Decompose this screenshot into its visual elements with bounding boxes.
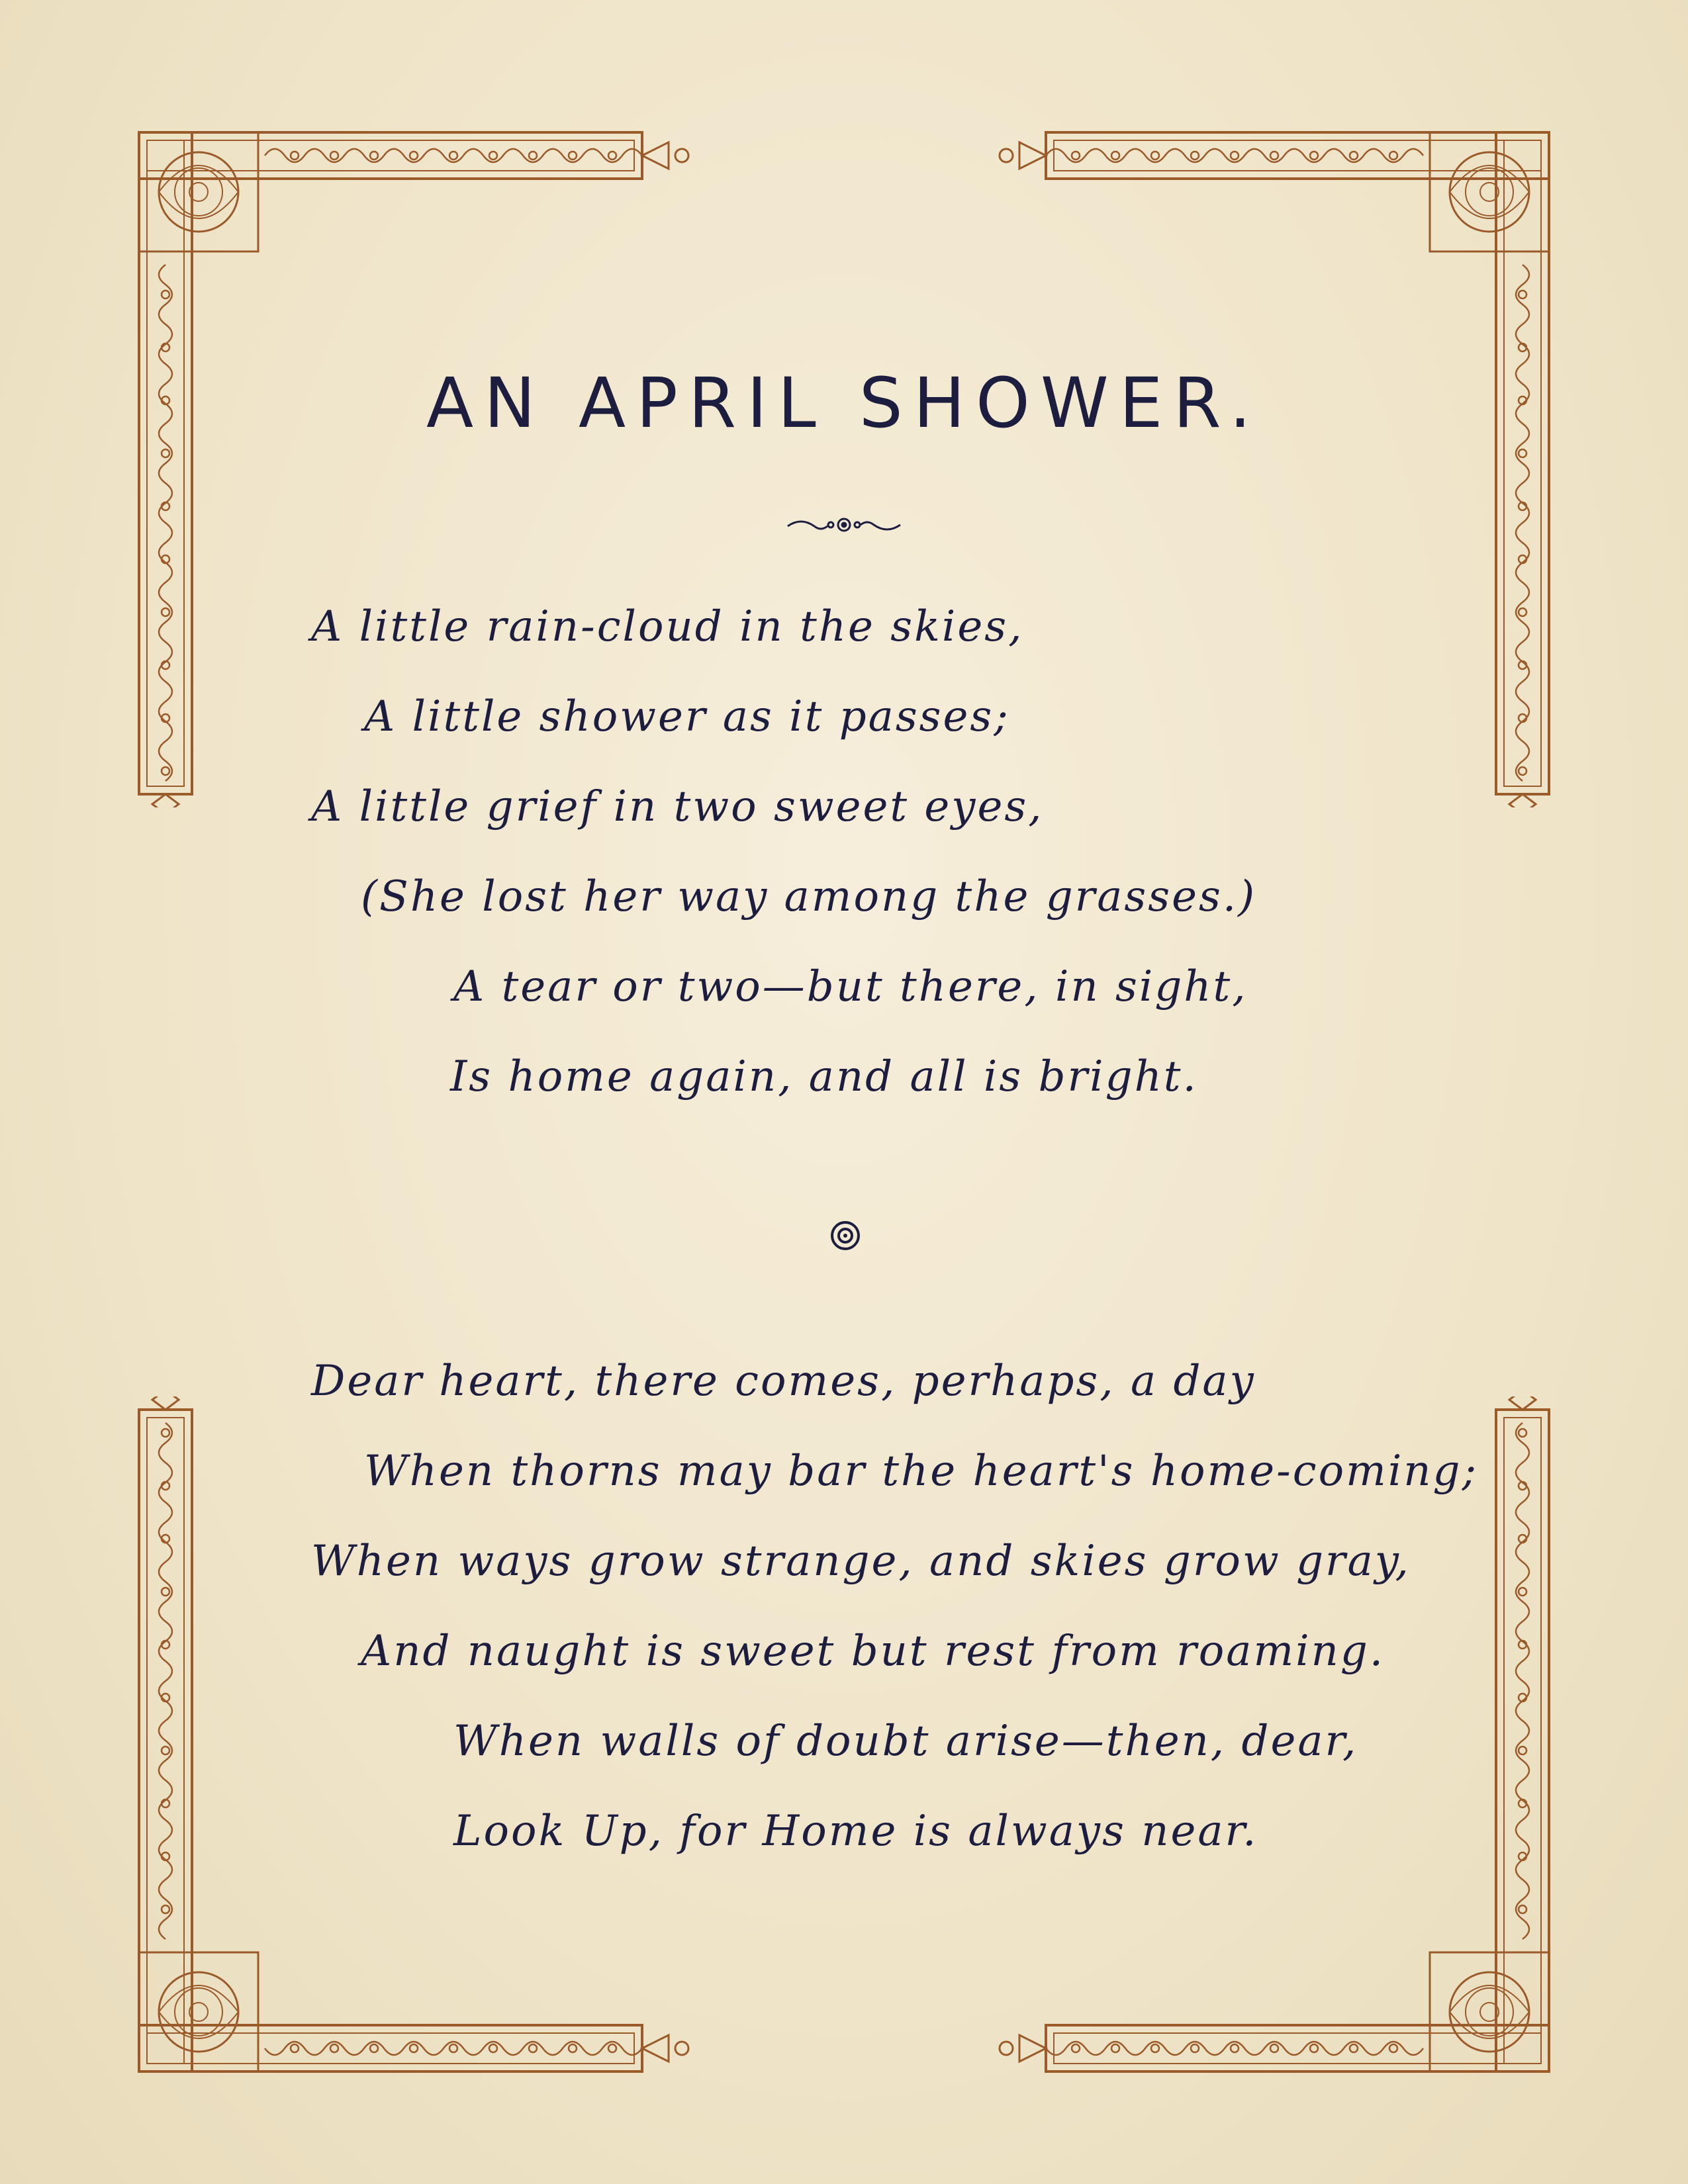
poem-title: AN APRIL SHOWER. [426, 363, 1262, 443]
poem-line: Is home again, and all is bright. [450, 1052, 1198, 1101]
poem-line: And naught is sweet but rest from roaming. [361, 1627, 1385, 1676]
corner-ornament-svg [986, 119, 1556, 807]
flourish-ornament-icon [784, 512, 904, 538]
poem-line: A little shower as it passes; [364, 692, 1010, 741]
poem-line: When ways grow strange, and skies grow gray, [311, 1537, 1411, 1586]
poem-line: Look Up, for Home is always near. [453, 1807, 1258, 1856]
poem-line: (She lost her way among the grasses.) [361, 872, 1257, 921]
poem-line: A little rain-cloud in the skies, [311, 602, 1024, 651]
concentric-circle-ornament-icon [829, 1219, 862, 1252]
poem-line: A little grief in two sweet eyes, [311, 782, 1044, 831]
ornamental-corner-top-right-icon [986, 119, 1556, 807]
poem-line: When thorns may bar the heart's home-coming; [364, 1447, 1479, 1496]
poem-line: A tear or two—but there, in sight, [453, 962, 1248, 1011]
poem-line: Dear heart, there comes, perhaps, a day [311, 1357, 1256, 1406]
poem-line: When walls of doubt arise—then, dear, [453, 1717, 1358, 1766]
